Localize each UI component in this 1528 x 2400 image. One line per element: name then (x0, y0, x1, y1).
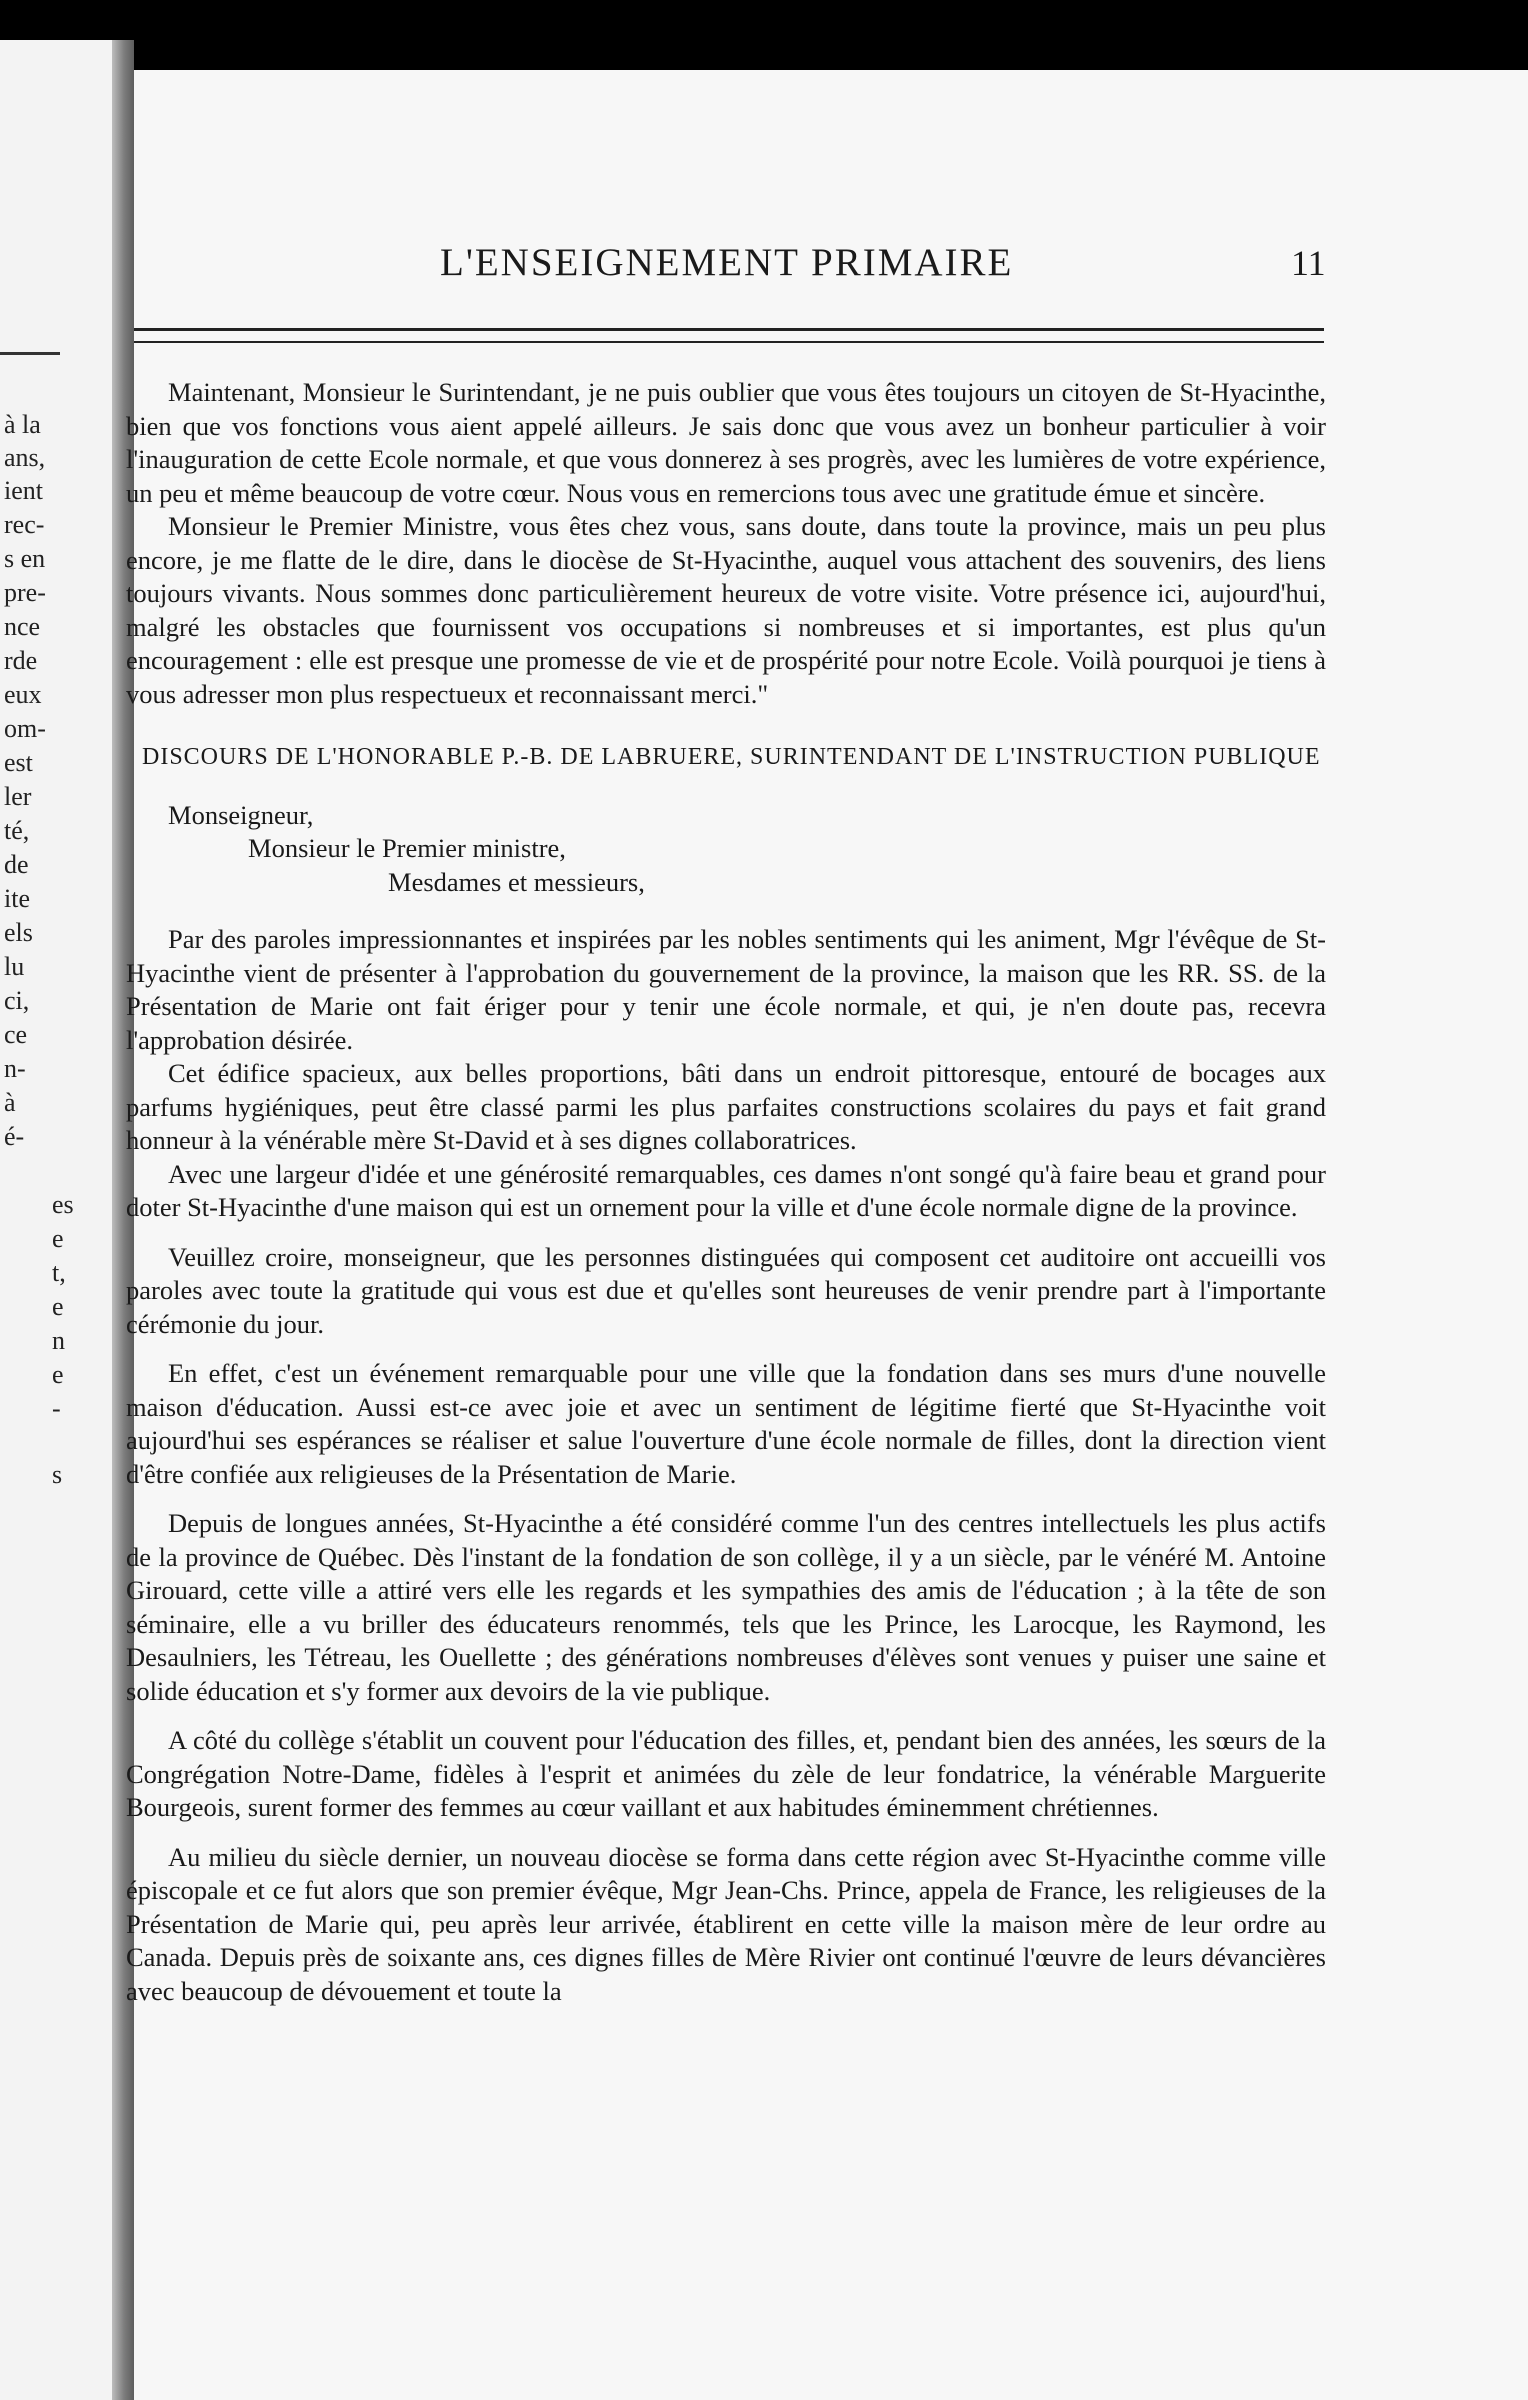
facing-page-fragment: rec- (4, 510, 45, 539)
facing-page-fragment: n (52, 1326, 65, 1355)
facing-page-fragment: té, (4, 816, 30, 845)
facing-page-fragment: de (4, 850, 29, 879)
paragraph: Par des paroles impressionnantes et inspirées par les nobles sentiments qui les animent, Mgr l'évêque de St-Hyacinthe vient de présenter à l'approbation du gouvernement de la province, la maison que les RR. SS. de la Présentation de Marie ont fait ériger pour y tenir une école normale, et qui, je n'en doute pas, recevra l'approbation désirée. (126, 924, 1326, 1055)
facing-page-fragment: - (52, 1394, 61, 1423)
speech-heading: DISCOURS DE L'HONORABLE P.-B. DE LABRUERE, SURINTENDANT DE L'INSTRUCTION PUBLIQUE (142, 744, 1321, 770)
facing-page-fragment: à (4, 1088, 16, 1117)
header-title: L'ENSEIGNEMENT PRIMAIRE (440, 241, 1014, 284)
facing-page-fragment: ite (4, 884, 30, 913)
facing-page (0, 40, 112, 2400)
facing-page-fragment: om- (4, 714, 46, 743)
paragraph: Cet édifice spacieux, aux belles proportions, bâti dans un endroit pittoresque, entouré de bocages aux parfums hygiéniques, peut être classé parmi les plus parfaites constructions scolaires du pays et fait grand honneur à la vénérable mère St-David et à ses dignes collaboratrices. (126, 1058, 1326, 1155)
salutation: Monseigneur, (168, 799, 314, 830)
facing-page-fragment: n- (4, 1054, 26, 1083)
paragraph: Veuillez croire, monseigneur, que les personnes distinguées qui composent cet auditoire ont accueilli vos paroles avec toute la gratitude qui vous est due et qu'elles sont heureuses de venir prendre part à l'importante cérémonie du jour. (126, 1241, 1326, 1339)
paragraph: Au milieu du siècle dernier, un nouveau diocèse se forma dans cette région avec St-Hyacinthe comme ville épiscopale et ce fut alors que son premier évêque, Mgr Jean-Chs. Prince, appela de France, les religieuses de la Présentation de Marie qui, peu après leur arrivée, établirent en cette ville la maison mère de leur ordre au Canada. Depuis près de soixante ans, ces dignes filles de Mère Rivier ont continué l'œuvre de leurs dévancières avec beaucoup de dévouement et toute la (126, 1841, 1326, 2006)
salutation: Monsieur le Premier ministre, (248, 833, 566, 863)
facing-page-fragment: pre- (4, 578, 46, 607)
facing-page-fragment: ci, (4, 986, 30, 1015)
paragraph: Depuis de longues années, St-Hyacinthe a été considéré comme l'un des centres intellectuels les plus actifs de la province de Québec. Dès l'instant de la fondation de son collège, il y a un siècle, par le vénéré M. Antoine Girouard, cette ville a attiré vers elle les regards et les sympathies des amis de l'éducation ; à la tête de son séminaire, elle a vu briller des éducateurs renommés, tels que les Prince, les Larocque, les Raymond, les Desaulniers, les Tétreau, les Ouellette ; des générations nombreuses d'élèves sont venues y puiser une saine et solide éducation et s'y former aux devoirs de la vie publique. (126, 1508, 1326, 1706)
facing-page-fragment: e (52, 1360, 64, 1389)
facing-page-fragment: ient (4, 476, 43, 505)
facing-page-fragment: t, (52, 1258, 66, 1287)
facing-page-fragment: s (52, 1460, 63, 1489)
paragraph: Monsieur le Premier Ministre, vous êtes chez vous, sans doute, dans toute la province, mais un peu plus encore, je me flatte de le dire, dans le diocèse de St-Hyacinthe, auquel vous attachent des souvenirs, des liens toujours vivants. Nous sommes donc particulièrement heureux de votre visite. Votre présence ici, aujourd'hui, malgré les obstacles que fournissent vos occupations si nombreuses et si importantes, est plus qu'un encouragement : elle est presque une promesse de vie et de prospérité pour notre Ecole. Voilà pourquoi je tiens à vous adresser mon plus respectueux et reconnaissant merci." (126, 511, 1326, 709)
facing-page-fragment: s en (4, 544, 46, 573)
facing-page-fragment: eux (4, 680, 42, 709)
facing-page-fragment: ce (4, 1020, 28, 1049)
page (126, 70, 1528, 2400)
facing-page-fragment: rde (4, 646, 38, 675)
facing-page-fragment: e (52, 1292, 64, 1321)
facing-page-fragment: ans, (4, 443, 46, 472)
facing-page-fragment: e (52, 1224, 64, 1253)
header-rule (134, 328, 1324, 343)
paragraph: Avec une largeur d'idée et une générosité remarquables, ces dames n'ont songé qu'à faire beau et grand pour doter St-Hyacinthe d'une maison qui est un ornement pour la ville et d'une école normale digne de la province. (126, 1158, 1326, 1222)
facing-page-rule (0, 352, 60, 355)
salutation: Mesdames et messieurs, (388, 866, 645, 897)
facing-page-fragment: é- (4, 1122, 25, 1151)
paragraph: En effet, c'est un événement remarquable pour une ville que la fondation dans ses murs d'une nouvelle maison d'éducation. Aussi est-ce avec joie et avec un sentiment de légitime fierté que St-Hyacinthe voit aujourd'hui ses espérances se réaliser et salue l'ouverture d'une école normale de filles, dont la direction vient d'être confiée aux religieuses de la Présentation de Marie. (126, 1358, 1326, 1489)
facing-page-fragment: lu (4, 952, 25, 981)
facing-page-fragment: à la (4, 410, 41, 439)
paragraph: Maintenant, Monsieur le Surintendant, je ne puis oublier que vous êtes toujours un citoyen de St-Hyacinthe, bien que vos fonctions vous aient appelé ailleurs. Je sais donc que vous avez un bonheur particulier à voir l'inauguration de cette Ecole normale, et que vous donnerez à ses progrès, avec les lumières de votre expérience, un peu et même beaucoup de votre cœur. Nous vous en remercions tous avec une gratitude émue et sincère. (126, 377, 1326, 508)
facing-page-fragment: es (52, 1190, 74, 1219)
body-text (126, 376, 1326, 2008)
running-head (134, 240, 1528, 290)
facing-page-fragment: ler (4, 782, 32, 811)
paragraph: A côté du collège s'établit un couvent pour l'éducation des filles, et, pendant bien des années, les sœurs de la Congrégation Notre-Dame, fidèles à l'esprit et animées du zèle de leur fondatrice, la vénérable Marguerite Bourgeois, surent former des femmes au cœur vaillant et aux habitudes éminemment chrétiennes. (126, 1725, 1326, 1822)
facing-page-fragment: nce (4, 612, 41, 641)
facing-page-fragment: est (4, 748, 33, 777)
facing-page-fragment: els (4, 918, 33, 947)
page-number: 11 (1291, 243, 1326, 283)
